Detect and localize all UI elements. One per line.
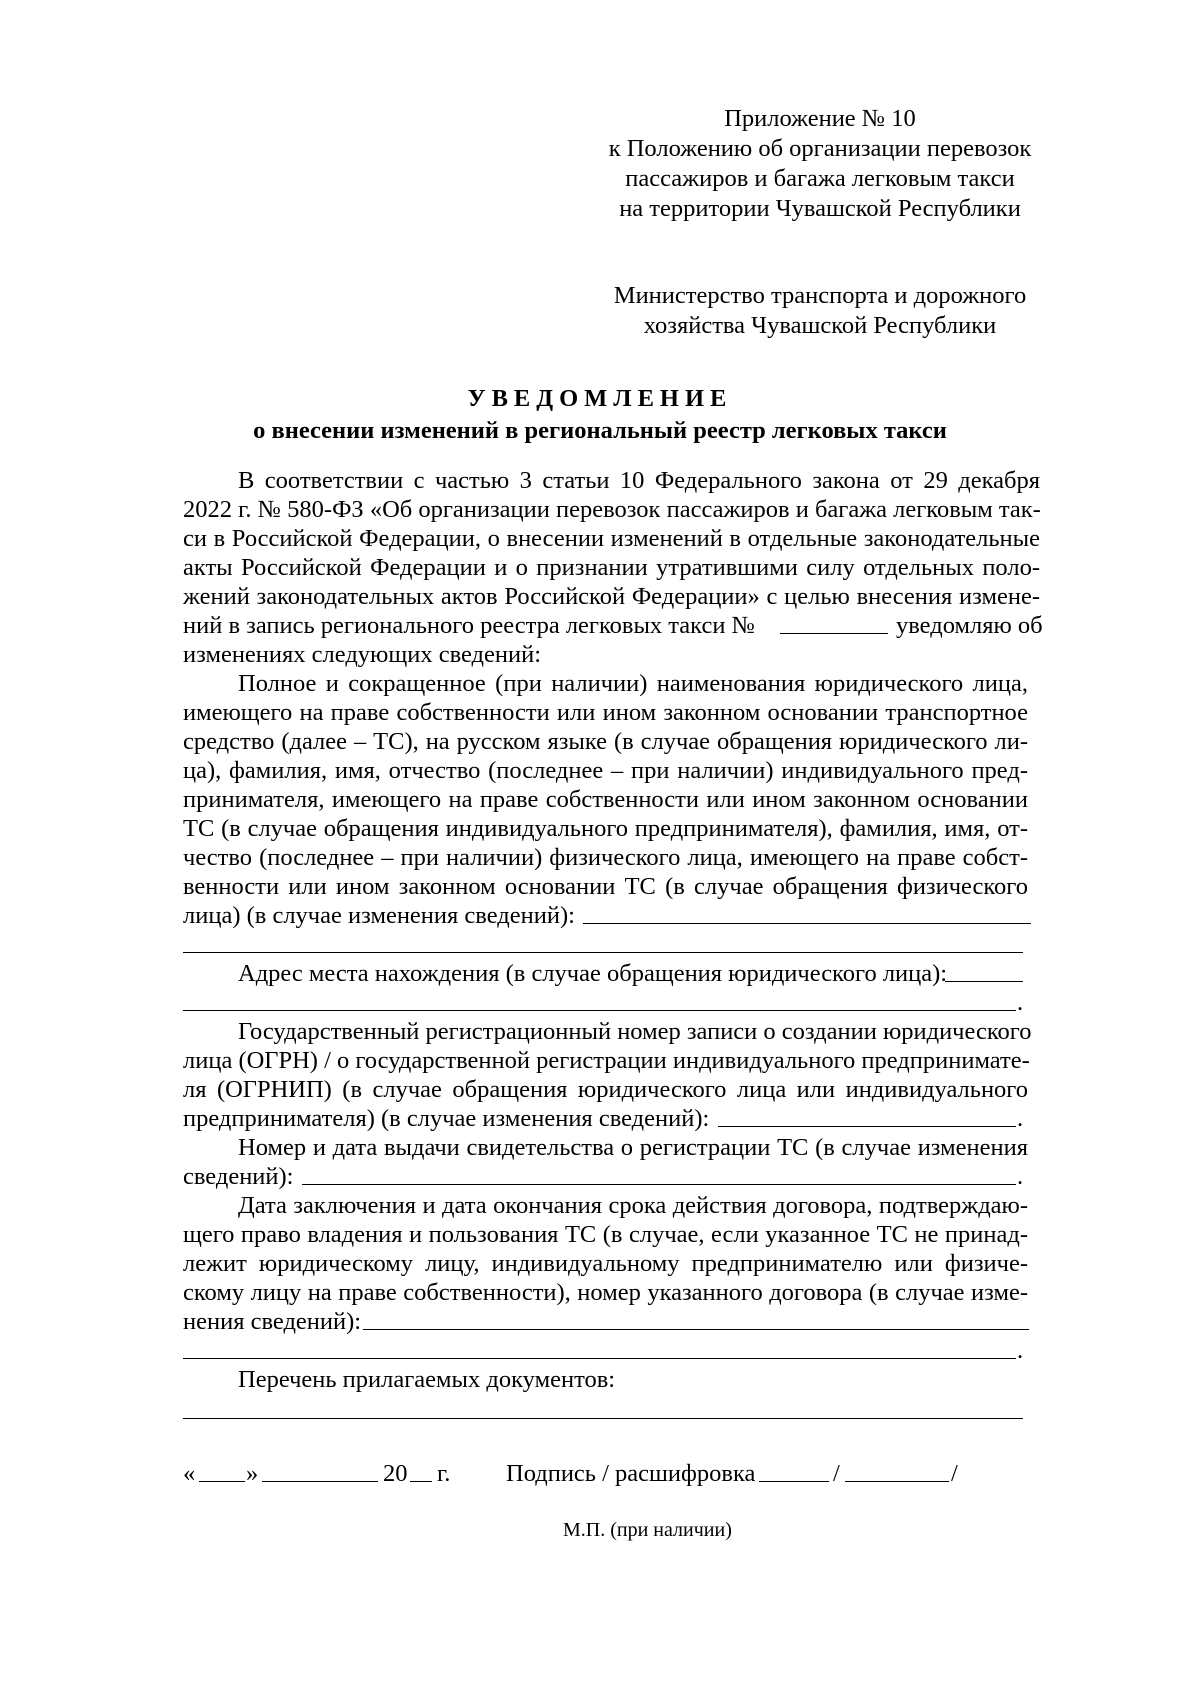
ogrn-line-2: лица (ОГРН) / о государственной регистрации индивидуального предпринимате- (183, 1047, 1030, 1074)
header-line-1: Приложение № 10 (724, 105, 916, 132)
owner-line-5: принимателя, имеющего на праве собственности или ином законном основании (183, 786, 1028, 813)
contract-line-2: щего право владения и пользования ТС (в случае, если указанное ТС не принад- (183, 1221, 1028, 1248)
address-field-continued[interactable] (183, 1010, 1016, 1011)
addressee-line-2: хозяйства Чувашской Республики (643, 312, 997, 339)
owner-line-2: имеющего на праве собственности или ином законном основании транспортное (183, 699, 1028, 726)
intro-line-6-start: ний в запись регионального реестра легковых такси № (183, 612, 755, 639)
contract-line-1: Дата заключения и дата окончания срока действия договора, подтверждаю- (238, 1192, 1028, 1219)
date-year-prefix: 20 (383, 1460, 408, 1487)
owner-line-3: средство (далее – ТС), на русском языке (в случае обращения юридического ли- (183, 728, 1028, 755)
intro-line-3: си в Российской Федерации, о внесении изменений в отдельные законодательные (183, 525, 1040, 552)
owner-line-7: чество (последнее – при наличии) физического лица, имеющего на праве собст- (183, 844, 1028, 871)
signature-name-field[interactable] (845, 1481, 949, 1482)
date-close-quote: » (246, 1460, 259, 1487)
certificate-end-dot: . (1017, 1163, 1024, 1190)
signature-label: Подпись / расшифровка (506, 1460, 756, 1487)
contract-line-3: лежит юридическому лицу, индивидуальному предпринимателю или физиче- (183, 1250, 1028, 1277)
stamp-label: М.П. (при наличии) (563, 1519, 732, 1541)
ogrn-line-1: Государственный регистрационный номер записи о создании юридического (238, 1018, 1032, 1045)
intro-line-6-end: уведомляю об (896, 612, 1043, 639)
date-open-quote: « (183, 1460, 196, 1487)
ogrn-line-3: ля (ОГРНИП) (в случае обращения юридического лица или индивидуального (183, 1076, 1028, 1103)
signature-field[interactable] (759, 1481, 829, 1482)
header-line-4: на территории Чувашской Республики (619, 195, 1021, 222)
certificate-line-1: Номер и дата выдачи свидетельства о регистрации ТС (в случае изменения (238, 1134, 1028, 1161)
address-end-dot: . (1017, 989, 1024, 1016)
documents-field[interactable] (183, 1418, 1023, 1419)
ogrn-line-last: предпринимателя) (в случае изменения сведений): (183, 1105, 710, 1132)
header-line-2: к Положению об организации перевозок (608, 135, 1032, 162)
certificate-field[interactable] (302, 1184, 1016, 1185)
owner-field[interactable] (583, 923, 1031, 924)
owner-line-1: Полное и сокращенное (при наличии) наименования юридического лица, (238, 670, 1028, 697)
documents-label: Перечень прилагаемых документов: (238, 1366, 616, 1393)
date-year-field[interactable] (410, 1481, 432, 1482)
owner-line-4: ца), фамилия, имя, отчество (последнее – при наличии) индивидуального пред- (183, 757, 1028, 784)
address-label: Адрес места нахождения (в случае обращения юридического лица): (238, 960, 948, 987)
signature-slash-1: / (833, 1460, 840, 1487)
owner-line-8: венности или ином законном основании ТС (в случае обращения физического (183, 873, 1028, 900)
ogrn-field[interactable] (718, 1126, 1016, 1127)
registry-number-field[interactable] (780, 633, 888, 634)
contract-line-last: нения сведений): (183, 1308, 362, 1335)
intro-line-4: акты Российской Федерации и о признании утратившими силу отдельных поло- (183, 554, 1040, 581)
owner-line-6: ТС (в случае обращения индивидуального предпринимателя), фамилия, имя, от- (183, 815, 1028, 842)
certificate-line-last: сведений): (183, 1163, 294, 1190)
document-title: УВЕДОМЛЕНИЕ (467, 385, 733, 412)
contract-field[interactable] (363, 1329, 1029, 1330)
header-line-3: пассажиров и багажа легковым такси (625, 165, 1015, 192)
signature-slash-2: / (951, 1460, 958, 1487)
intro-line-5: жений законодательных актов Российской Федерации» с целью внесения измене- (183, 583, 1040, 610)
contract-line-4: скому лицу на праве собственности), номер указанного договора (в случае изме- (183, 1279, 1028, 1306)
date-day-field[interactable] (199, 1481, 245, 1482)
address-field[interactable] (945, 981, 1023, 982)
intro-line-1: В соответствии с частью 3 статьи 10 Федерального закона от 29 декабря (238, 467, 1040, 494)
date-month-field[interactable] (262, 1481, 378, 1482)
addressee-line-1: Министерство транспорта и дорожного (613, 282, 1027, 309)
owner-field-continued[interactable] (183, 952, 1023, 953)
owner-line-last: лица) (в случае изменения сведений): (183, 902, 575, 929)
date-year-suffix: г. (437, 1460, 451, 1487)
contract-end-dot: . (1017, 1337, 1024, 1364)
contract-field-continued[interactable] (183, 1358, 1016, 1359)
intro-line-2: 2022 г. № 580-ФЗ «Об организации перевозок пассажиров и багажа легковым так- (183, 496, 1041, 523)
document-subtitle: о внесении изменений в региональный реестр легковых такси (253, 417, 947, 444)
ogrn-end-dot: . (1017, 1105, 1024, 1132)
intro-line-7: изменениях следующих сведений: (183, 641, 542, 668)
